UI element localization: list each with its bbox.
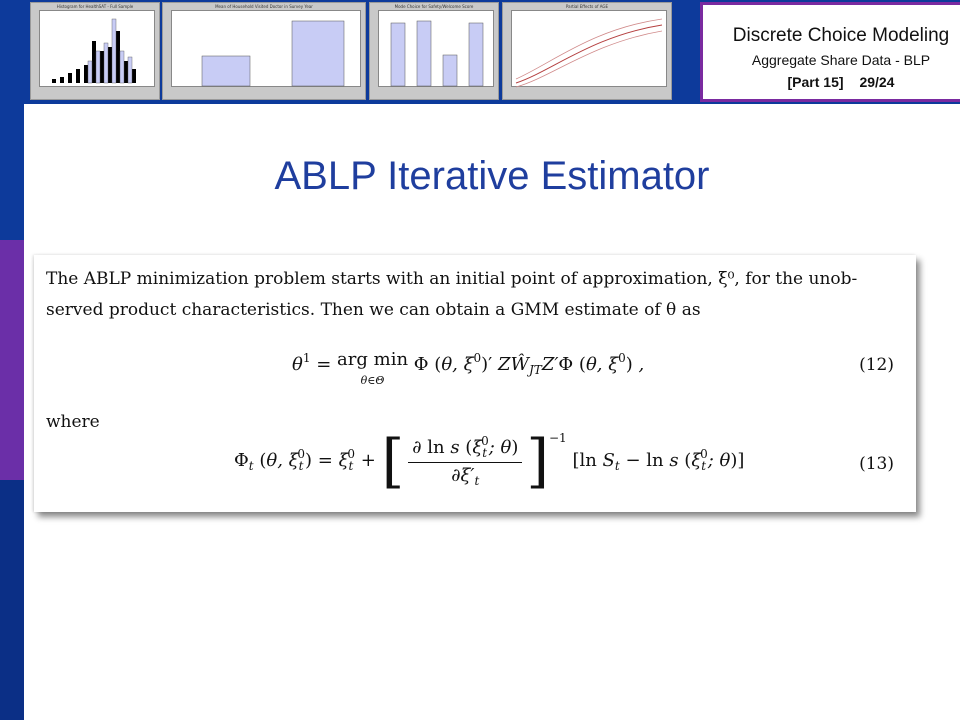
paragraph-line-1: The ABLP minimization problem starts with an initial point of approximation, ξ⁰, for the unob- [46,269,858,289]
equation-13-number: (13) [859,454,894,474]
equation-13: $\Phi_t$ (θ, $\xi_t^0) = \xi_t^0$ + [ $\frac{\partial \ln s (\xi_t^0; \theta)}{\partial\xi'_t}$ ]$^{-1}$ [ln $S_t - \ln s$ ($\xi_t^0$; θ)] [234,427,745,495]
bar-chart-thumbnail-graphic [172,11,362,88]
paragraph-line-2: served product characteristics. Then we can obtain a GMM estimate of θ as [46,300,701,320]
course-subtitle: Aggregate Share Data - BLP [751,52,931,68]
left-stripe-middle [0,240,24,480]
thumbnail-caption: Histogram for HealthSAT - Full Sample [56,4,134,9]
mode-choice-thumbnail-graphic [379,11,495,88]
course-title: Discrete Choice Modeling [732,25,950,46]
left-stripe-top [0,0,24,240]
histogram-thumbnail-graphic [40,11,156,88]
equation-12: $\theta^1$ = arg min θ∈Θ Φ (θ, $\xi^0)'$ $ZŴ_{JT}Z'\Phi$ (θ, $\xi^0$) , [292,349,645,387]
thumbnail-caption: Mean of Household Visited Doctor in Survey Year [215,4,313,9]
where-label: where [46,412,100,432]
thumbnail-caption: Mode Choice for Safety/Welcome Score [394,4,474,9]
page-label: 29/24 [859,74,895,90]
slide-title: ABLP Iterative Estimator [274,154,710,198]
part-label: [Part 15] [787,74,844,90]
math-excerpt-panel [34,255,916,512]
header-bar [24,0,960,104]
part-page-label [703,74,960,90]
partial-effects-thumbnail-graphic [512,11,668,88]
left-stripe-bottom [0,480,24,720]
course-title-box [700,2,960,102]
thumbnail-mode-choice [369,2,499,100]
thumbnail-caption: Partial Effects of AGE [565,4,609,9]
thumbnail-histogram [30,2,160,100]
equation-12-number: (12) [859,355,894,375]
thumbnail-partial-effects [502,2,672,100]
thumbnail-bar-chart [162,2,366,100]
